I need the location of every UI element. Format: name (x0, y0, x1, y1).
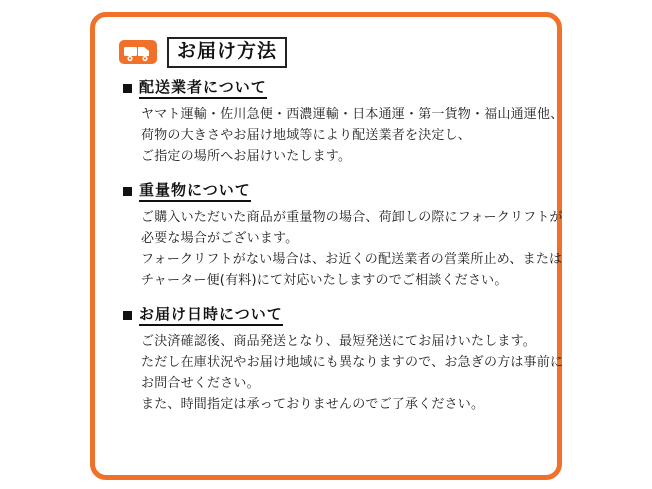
section-delivery-datetime-body (141, 331, 564, 415)
panel-title: お届け方法 (167, 37, 287, 68)
bullet-square-icon (123, 311, 132, 320)
text-line: チャーター便(有料)にて対応いたしますのでご相談ください。 (141, 273, 508, 289)
text-line: 必要な場合がございます。 (141, 231, 299, 247)
section-carrier (113, 77, 564, 167)
section-carrier-body (141, 104, 564, 167)
text-line: ご指定の場所へお届けいたします。 (141, 148, 352, 164)
section-heavy-items-title: 重量物について (139, 181, 251, 202)
text-line: フォークリフトがない場合は、お近くの配送業者の営業所止め、または (141, 252, 563, 268)
text-line: ただし在庫状況やお届け地域にも異なりますので、お急ぎの方は事前に (141, 355, 564, 371)
section-heavy-items-heading (123, 181, 539, 202)
section-heavy-items-body (141, 207, 563, 291)
section-carrier-heading (123, 78, 539, 99)
bullet-square-icon (123, 187, 132, 196)
section-carrier-title: 配送業者について (139, 78, 267, 99)
section-delivery-datetime (113, 305, 564, 415)
text-line: 荷物の大きさやお届け地域等により配送業者を決定し、 (141, 127, 472, 143)
text-line: ご決済確認後、商品発送となり、最短発送にてお届けいたします。 (141, 334, 536, 350)
text-line: ヤマト運輸・佐川急便・西濃運輸・日本通運・第一貨物・福山通運他、 (141, 106, 564, 122)
section-heavy-items (113, 180, 563, 291)
panel-header (119, 37, 539, 68)
text-line: お問合せください。 (141, 376, 260, 392)
bullet-square-icon (123, 84, 132, 93)
delivery-truck-icon (119, 37, 157, 67)
delivery-info-panel (90, 12, 562, 480)
section-delivery-datetime-title: お届け日時について (139, 305, 283, 326)
text-line: ご購入いただいた商品が重量物の場合、荷卸しの際にフォークリフトが (141, 209, 563, 225)
text-line: また、時間指定は承っておりませんのでご了承ください。 (141, 397, 485, 413)
section-delivery-datetime-heading (123, 305, 539, 326)
